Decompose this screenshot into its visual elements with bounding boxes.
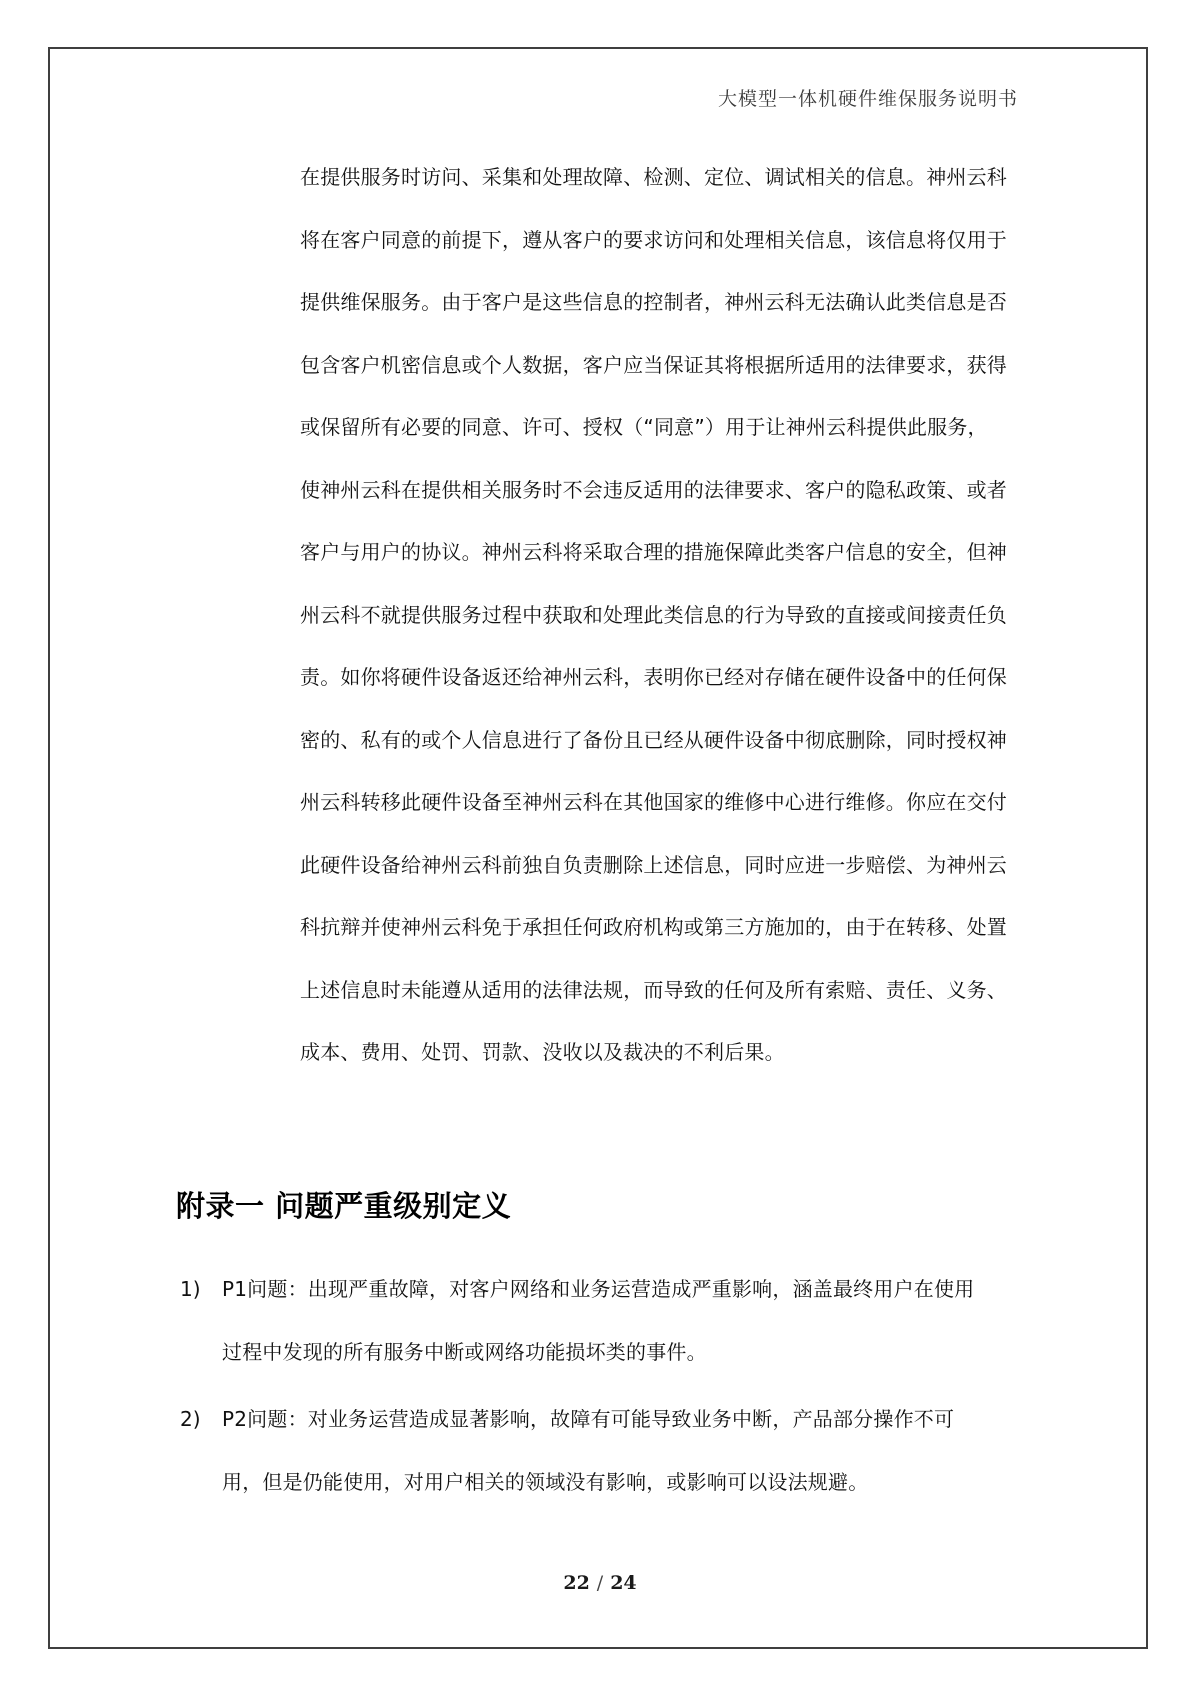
paragraph-line: 使神州云科在提供相关服务时不会违反适用的法律要求、客户的隐私政策、或者 <box>300 477 1007 502</box>
list-item-p2 <box>180 1388 1020 1514</box>
page-header-title: 大模型一体机硬件维保服务说明书 <box>717 88 1018 110</box>
paragraph-line: 州云科转移此硬件设备至神州云科在其他国家的维修中心进行维修。你应在交付 <box>300 790 1007 814</box>
list-item-number: 2) <box>180 1407 201 1431</box>
total-page-count: 24 <box>610 1572 637 1594</box>
list-item-p1 <box>180 1258 1020 1384</box>
appendix-heading: 附录一 问题严重级别定义 <box>176 1189 512 1223</box>
list-item-line: P1问题：出现严重故障，对客户网络和业务运营造成严重影响，涵盖最终用户在使用 <box>222 1277 975 1301</box>
paragraph-line: 客户与用户的协议。神州云科将采取合理的措施保障此类客户信息的安全，但神 <box>300 540 1007 564</box>
paragraph-line: 包含客户机密信息或个人数据，客户应当保证其将根据所适用的法律要求，获得 <box>300 352 1007 377</box>
paragraph-line: 责。如你将硬件设备返还给神州云科，表明你已经对存储在硬件设备中的任何保 <box>300 665 1007 689</box>
list-item-line: 过程中发现的所有服务中断或网络功能损坏类的事件。 <box>222 1340 707 1364</box>
paragraph-line: 密的、私有的或个人信息进行了备份且已经从硬件设备中彻底删除，同时授权神 <box>300 727 1007 752</box>
paragraph-line: 州云科不就提供服务过程中获取和处理此类信息的行为导致的直接或间接责任负 <box>300 602 1007 627</box>
list-item-number: 1) <box>180 1277 201 1301</box>
paragraph-line: 此硬件设备给神州云科前独自负责删除上述信息，同时应进一步赔偿、为神州云 <box>300 852 1007 877</box>
page-footer <box>0 1572 1200 1594</box>
paragraph-line: 在提供服务时访问、采集和处理故障、检测、定位、调试相关的信息。神州云科 <box>300 165 1007 189</box>
page-number-separator: / <box>596 1572 604 1594</box>
paragraph-line: 科抗辩并使神州云科免于承担任何政府机构或第三方施加的，由于在转移、处置 <box>300 915 1007 939</box>
paragraph-line: 将在客户同意的前提下，遵从客户的要求访问和处理相关信息，该信息将仅用于 <box>300 227 1007 252</box>
current-page-number: 22 <box>563 1572 590 1594</box>
paragraph-line: 提供维保服务。由于客户是这些信息的控制者，神州云科无法确认此类信息是否 <box>300 290 1007 314</box>
paragraph-line: 上述信息时未能遵从适用的法律法规，而导致的任何及所有索赔、责任、义务、 <box>300 977 1007 1002</box>
list-item-line: P2问题：对业务运营造成显著影响，故障有可能导致业务中断，产品部分操作不可 <box>222 1407 955 1431</box>
body-paragraph <box>300 146 1012 1084</box>
paragraph-line: 或保留所有必要的同意、许可、授权（“同意”）用于让神州云科提供此服务， <box>300 415 988 439</box>
paragraph-line: 成本、费用、处罚、罚款、没收以及裁决的不利后果。 <box>300 1040 785 1064</box>
list-item-line: 用，但是仍能使用，对用户相关的领域没有影响，或影响可以设法规避。 <box>222 1470 869 1494</box>
